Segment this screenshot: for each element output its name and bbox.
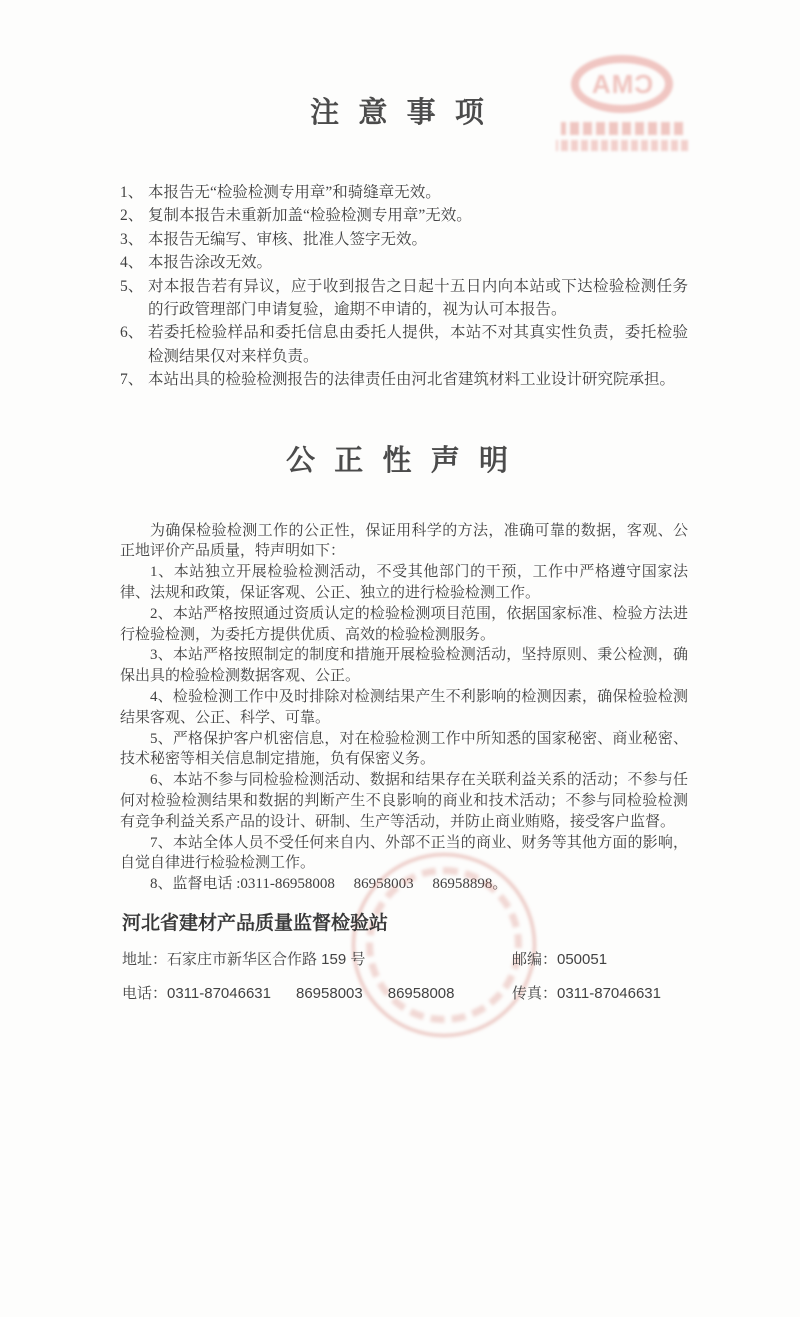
footer-address: 地址：石家庄市新华区合作路 159 号 xyxy=(122,951,366,968)
notice-item xyxy=(120,251,688,274)
footer xyxy=(122,908,690,1003)
statement-paragraph: 7、本站全体人员不受任何来自内、外部不正当的商业、财务等其他方面的影响，自觉自律进行检验检测工作。 xyxy=(120,834,688,872)
statement-paragraph: 2、本站严格按照通过资质认定的检验检测项目范围，依据国家标准、检验方法进行检验检测，为委托方提供优质、高效的检验检测服务。 xyxy=(120,605,688,643)
notice-item xyxy=(120,204,688,227)
statement-paragraph: 5、严格保护客户机密信息，对在检验检测工作中所知悉的国家秘密、商业秘密、技术秘密等相关信息制定措施，负有保密义务。 xyxy=(120,730,688,768)
statement-paragraph: 6、本站不参与同检验检测活动、数据和结果存在关联利益关系的活动；不参与任何对检验检测结果和数据的判断产生不良影响的商业和技术活动；不参与同检验检测有竞争利益关系产品的设计、研制、生产等活动，并防止商业贿赂，接受客户监督。 xyxy=(120,772,688,830)
statement-title: 公 正 性 声 明 xyxy=(285,444,514,477)
statement-supervision-phone: 8、监督电话 :0311-86958008 86958003 86958898。 xyxy=(150,876,508,893)
footer-postcode: 邮编：050051 xyxy=(512,951,608,968)
statement-paragraph: 4、检验检测工作中及时排除对检测结果产生不利影响的检测因素，确保检验检测结果客观、公正、科学、可靠。 xyxy=(120,689,688,726)
notice-item-text: 对本报告若有异议，应于收到报告之日起十五日内向本站或下达检验检测任务的行政管理部门申请复验，逾期不申请的，视为认可本报告。 xyxy=(148,277,688,319)
statement-body xyxy=(120,521,688,895)
cma-oval-icon: CMA xyxy=(571,55,673,113)
notice-item xyxy=(120,181,688,204)
notice-item-text: 本报告无编写、审核、批准人签字无效。 xyxy=(148,230,428,248)
cma-stamp-text-row xyxy=(556,140,688,151)
notice-list xyxy=(120,181,688,392)
footer-fax: 传真：0311-87046631 xyxy=(512,985,661,1002)
footer-phone: 电话：0311-87046631 86958003 86958008 xyxy=(122,985,455,1002)
notice-item-text: 本报告无“检验检测专用章”和骑缝章无效。 xyxy=(148,184,441,201)
notice-item-text: 本报告涂改无效。 xyxy=(148,254,273,272)
notice-item-number: 3、 xyxy=(120,230,144,248)
notice-item xyxy=(120,228,688,251)
notice-item xyxy=(120,321,688,368)
notice-item-text: 复制本报告未重新加盖“检验检测专用章”无效。 xyxy=(148,207,472,225)
notice-item-text: 若委托检验样品和委托信息由委托人提供，本站不对其真实性负责，委托检验检测结果仅对来样负责。 xyxy=(148,324,688,365)
notice-title: 注 意 事 项 xyxy=(310,97,490,129)
organization-name: 河北省建材产品质量监督检验站 xyxy=(122,913,389,934)
statement-intro: 为确保检验检测工作的公正性，保证用科学的方法，准确可靠的数据，客观、公正地评价产品质量，特声明如下： xyxy=(120,522,688,560)
notice-item-number: 6、 xyxy=(120,324,144,342)
notice-item xyxy=(120,368,688,391)
notice-item-number: 1、 xyxy=(120,184,144,201)
statement-paragraph: 3、本站严格按照制定的制度和措施开展检验检测活动，坚持原则、秉公检测，确保出具的检验检测数据客观、公正。 xyxy=(120,647,688,685)
notice-item-text: 本站出具的检验检测报告的法律责任由河北省建筑材料工业设计研究院承担。 xyxy=(148,371,676,389)
notice-item-number: 2、 xyxy=(120,207,144,225)
notice-item-number: 7、 xyxy=(120,371,144,389)
notice-item-number: 4、 xyxy=(120,254,144,272)
notice-item-number: 5、 xyxy=(120,277,144,295)
statement-paragraph: 1、本站独立开展检验检测活动，不受其他部门的干预，工作中严格遵守国家法律、法规和政策，保证客观、公正、独立的进行检验检测工作。 xyxy=(120,564,688,602)
notice-item xyxy=(120,275,688,322)
